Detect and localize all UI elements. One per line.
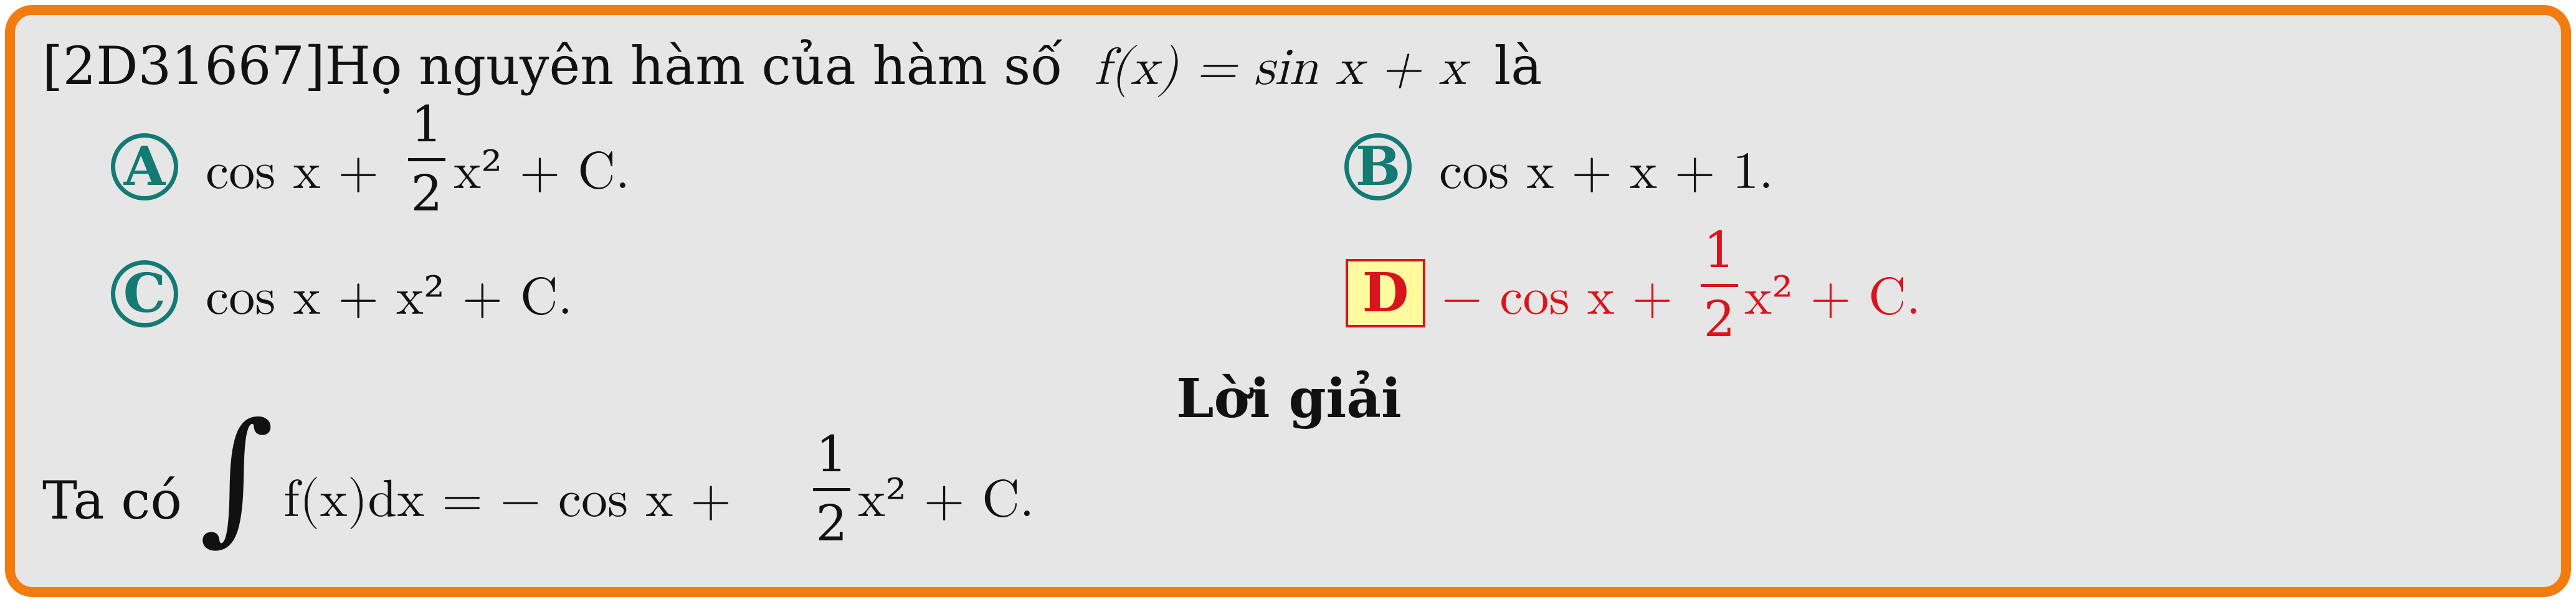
option-d-part1: − cos x + [1442,272,1673,324]
option-b-marker[interactable]: B [1344,133,1412,200]
option-c-text: cos x + x² + C. [206,272,573,324]
question-line [42,35,1542,96]
question-function: f(x) = sin x + x [1094,42,1466,95]
option-d-part2: x² + C. [1744,272,1921,324]
option-d-marker[interactable]: D [1346,259,1425,327]
question-tail: là [1494,35,1542,96]
question-stem: Họ nguyên hàm của hàm số [325,35,1063,96]
option-a-fraction: 1 2 [408,100,445,219]
solution-fraction: 1 2 [813,430,850,548]
option-d-fraction: 1 2 [1701,225,1738,344]
option-c-marker[interactable]: C [111,260,178,327]
option-a-marker[interactable]: A [111,133,178,200]
integral-sign: ∫ [199,393,274,559]
solution-integrand: f(x)dx = − cos x + [283,474,731,527]
question-id: [2D31667] [42,35,325,96]
option-b-text: cos x + x + 1. [1439,146,1774,199]
option-a-part2: x² + C. [454,146,630,199]
solution-lead: Ta có [42,470,182,531]
option-a-part1: cos x + [206,146,379,199]
solution-tail: x² + C. [858,474,1035,527]
solution-title: Lời giải [1176,367,1402,430]
